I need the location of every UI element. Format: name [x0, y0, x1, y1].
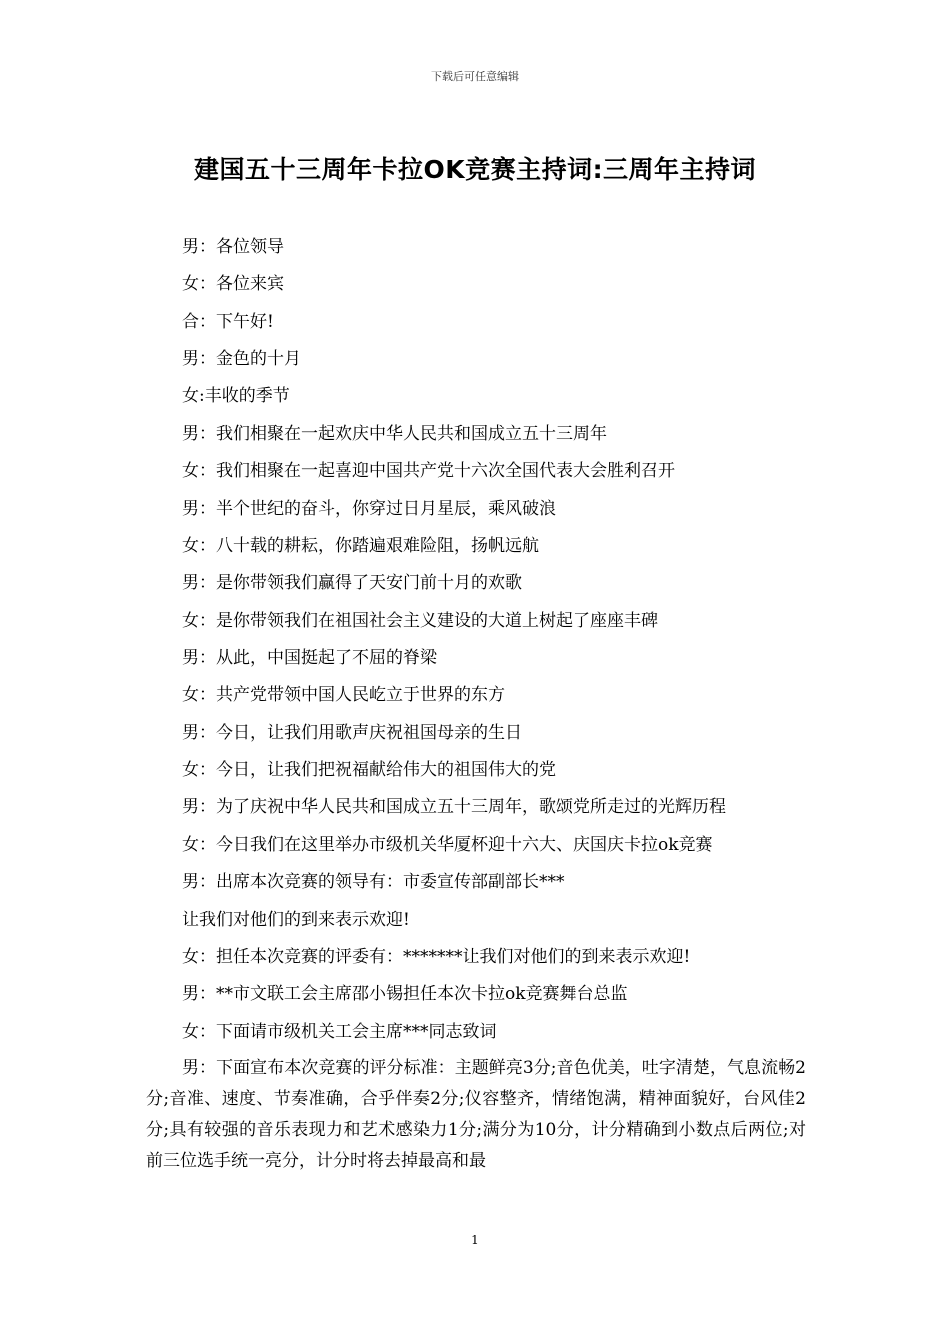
dialogue-line: 男：是你带领我们赢得了天安门前十月的欢歌 [182, 573, 522, 593]
dialogue-line: 女：我们相聚在一起喜迎中国共产党十六次全国代表大会胜利召开 [182, 461, 675, 481]
dialogue-line: 女：是你带领我们在祖国社会主义建设的大道上树起了座座丰碑 [182, 611, 658, 631]
dialogue-line: 女:丰收的季节 [182, 386, 290, 406]
dialogue-line: 男：今日，让我们用歌声庆祝祖国母亲的生日 [182, 723, 522, 743]
dialogue-line: 男：从此，中国挺起了不屈的脊梁 [182, 648, 437, 668]
dialogue-line: 女：各位来宾 [182, 274, 284, 294]
dialogue-line: 男：各位领导 [182, 237, 284, 257]
dialogue-line: 男：金色的十月 [182, 349, 301, 369]
dialogue-line: 男：我们相聚在一起欢庆中华人民共和国成立五十三周年 [182, 424, 607, 444]
scoring-paragraph: 男：下面宣布本次竞赛的评分标准：主题鲜亮3分;音色优美，吐字清楚，气息流畅2分;音准、速度、节奏准确，合乎伴奏2分;仪容整齐，情绪饱满，精神面貌好，台风佳2分;具有较强的音乐表现力和艺术感染力1分;满分为10分，计分精确到小数点后两位;对前三位选手统一亮分，计分时将去掉最高和最 [146, 1058, 806, 1171]
dialogue-line: 男：半个世纪的奋斗，你穿过日月星辰，乘风破浪 [182, 499, 556, 519]
dialogue-line: 男：为了庆祝中华人民共和国成立五十三周年，歌颂党所走过的光辉历程 [182, 797, 726, 817]
dialogue-line: 男：出席本次竞赛的领导有：市委宣传部副部长*** [182, 872, 565, 892]
dialogue-line: 女：共产党带领中国人民屹立于世界的东方 [182, 685, 505, 705]
dialogue-line: 男：**市文联工会主席邵小锡担任本次卡拉ok竞赛舞台总监 [182, 984, 628, 1004]
dialogue-line: 女：今日我们在这里举办市级机关华厦杯迎十六大、庆国庆卡拉ok竞赛 [182, 835, 713, 855]
dialogue-line: 女：担任本次竞赛的评委有：*******让我们对他们的到来表示欢迎! [182, 947, 691, 967]
page-number: 1 [471, 1233, 479, 1247]
dialogue-line: 女：下面请市级机关工会主席***同志致词 [182, 1022, 497, 1042]
dialogue-line: 女：八十载的耕耘，你踏遍艰难险阻，扬帆远航 [182, 536, 539, 556]
dialogue-line: 让我们对他们的到来表示欢迎! [182, 910, 410, 930]
document-title: 建国五十三周年卡拉OK竞赛主持词:三周年主持词 [193, 155, 757, 184]
dialogue-line: 合：下午好! [182, 312, 274, 332]
header-note: 下载后可任意编辑 [431, 70, 519, 83]
dialogue-line: 女：今日，让我们把祝福献给伟大的祖国伟大的党 [182, 760, 556, 780]
